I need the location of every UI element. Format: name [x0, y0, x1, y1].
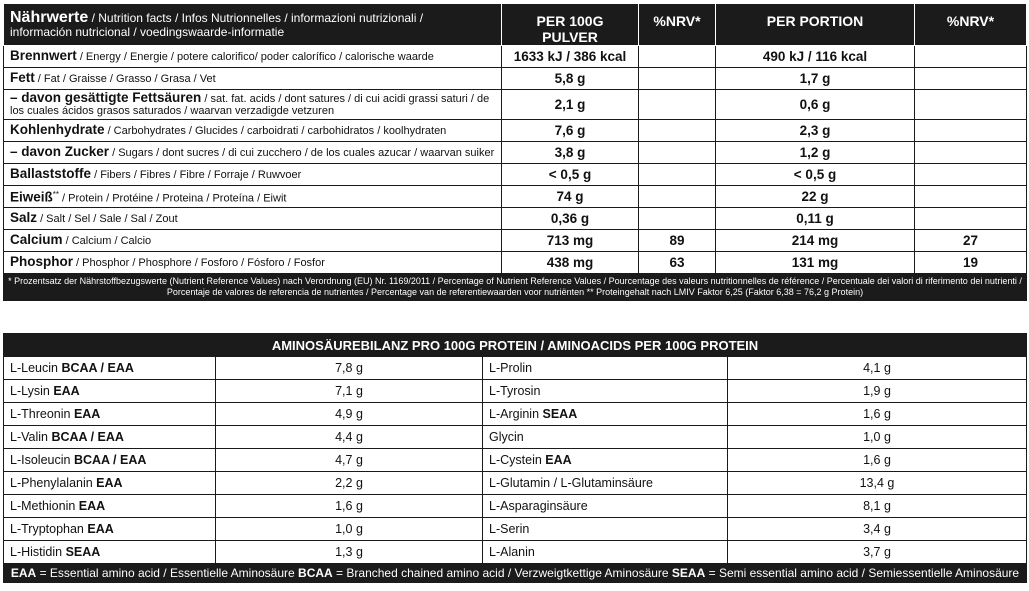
- legend-bcaa: BCAA: [298, 566, 333, 580]
- nutrient-label: [4, 46, 502, 68]
- amino-acid-name: Glycin: [489, 430, 524, 444]
- amino-row: [4, 495, 1027, 518]
- nutrient-translations: / Fibers / Fibres / Fibre / Forraje / Ruwvoer: [91, 169, 302, 181]
- amino-acid-name: L-Tryptophan: [10, 522, 88, 536]
- nutrient-label: [4, 186, 502, 208]
- nutrient-name: Salz: [10, 210, 38, 225]
- amino-left-name: [4, 380, 216, 403]
- nutrition-body: [4, 46, 1027, 274]
- value-per-100g: 713 mg: [502, 230, 639, 252]
- nutrition-footnote: * Prozentsatz der Nährstoffbezugswerte (Nutrient Reference Values) nach Verordnung (EU) Nr. 1169/2011 / Percentage of Nutrient Reference Values / Pourcentage des valeurs nutritionnelles de référence / Percentuale dei valori di riferimento dei nutrienti / Porcentaje de valores de referencia de nutrientes / Percentage van de referentiewaarden voor nutriënten ** Proteingehalt nach LMIV Faktor 6,25 (Faktor 6,38 = 76,2 g Protein): [4, 274, 1027, 301]
- nrv-per-100g: [639, 164, 716, 186]
- amino-row: [4, 426, 1027, 449]
- amino-title: AMINOSÄUREBILANZ PRO 100G PROTEIN / AMINOACIDS PER 100G PROTEIN: [4, 334, 1027, 357]
- nutrient-translations: / Calcium / Calcio: [62, 235, 152, 247]
- value-per-portion: 0,6 g: [716, 90, 915, 120]
- nrv-per-100g: [639, 208, 716, 230]
- amino-acid-name: L-Tyrosin: [489, 384, 541, 398]
- amino-left-name: [4, 449, 216, 472]
- nutrient-label: [4, 252, 502, 274]
- amino-row: [4, 449, 1027, 472]
- col-per-portion: PER PORTION: [716, 4, 915, 46]
- amino-acid-tag: EAA: [87, 522, 114, 536]
- nutrient-name: Calcium: [10, 232, 63, 247]
- value-per-portion: 0,11 g: [716, 208, 915, 230]
- nutrient-name: Fett: [10, 70, 35, 85]
- nutrition-title: [4, 4, 502, 46]
- amino-left-name: [4, 495, 216, 518]
- nutrient-footnote-marker: **: [52, 189, 59, 199]
- legend-seaa: SEAA: [671, 566, 706, 580]
- amino-acid-name: L-Valin: [10, 430, 52, 444]
- amino-header-row: [4, 334, 1027, 357]
- nrv-per-100g: [639, 186, 716, 208]
- nutrient-row: [4, 90, 1027, 120]
- amino-left-value: 4,7 g: [216, 449, 483, 472]
- nutrient-name: Phosphor: [10, 254, 73, 269]
- nutrient-label: [4, 68, 502, 90]
- amino-acid-tag: EAA: [78, 499, 106, 513]
- nrv-per-100g: [639, 120, 716, 142]
- amino-left-value: 7,8 g: [216, 357, 483, 380]
- amino-acid-tag: BCAA / EAA: [61, 361, 134, 375]
- nrv-per-portion: [915, 142, 1027, 164]
- nrv-per-portion: [915, 90, 1027, 120]
- amino-acid-tag: EAA: [73, 407, 101, 421]
- amino-left-name: [4, 541, 216, 564]
- amino-row: [4, 518, 1027, 541]
- nutrient-translations: / Sugars / dont sucres / di cui zucchero / de los cuales azucar / waarvan suiker: [109, 147, 495, 159]
- nutrition-title-main: Nährwerte: [10, 8, 89, 26]
- amino-acid-tag: EAA: [96, 476, 123, 490]
- nrv-per-100g: 89: [639, 230, 716, 252]
- amino-right-value: 1,9 g: [728, 380, 1027, 403]
- legend-bcaa-text: = Branched chained amino acid / Verzweigtkettige Aminosäure: [332, 566, 672, 580]
- nutrient-translations: / Protein / Protéine / Proteina / Proteína / Eiwit: [59, 192, 287, 205]
- amino-left-name: [4, 518, 216, 541]
- amino-legend: [4, 564, 1027, 583]
- value-per-100g: 5,8 g: [502, 68, 639, 90]
- amino-acid-name: L-Phenylalanin: [10, 476, 97, 490]
- col-per-100g: PER 100G PULVER: [502, 4, 639, 46]
- amino-acid-name: L-Alanin: [489, 545, 535, 559]
- amino-row: [4, 357, 1027, 380]
- amino-right-value: 3,4 g: [728, 518, 1027, 541]
- amino-acid-name: L-Prolin: [489, 361, 533, 375]
- amino-left-name: [4, 426, 216, 449]
- amino-acid-name: L-Methionin: [10, 499, 79, 513]
- value-per-100g: 3,8 g: [502, 142, 639, 164]
- amino-acid-name: L-Lysin: [10, 384, 54, 398]
- amino-right-name: [483, 518, 728, 541]
- nutrient-row: [4, 252, 1027, 274]
- nutrient-name: Brennwert: [10, 48, 77, 63]
- nrv-per-portion: [915, 186, 1027, 208]
- amino-right-name: [483, 472, 728, 495]
- amino-acid-tag: EAA: [53, 384, 80, 398]
- nutrient-label: [4, 90, 502, 120]
- amino-right-value: 1,6 g: [728, 449, 1027, 472]
- amino-right-value: 3,7 g: [728, 541, 1027, 564]
- nutrient-translations: / Carbohydrates / Glucides / carboidrati / carbohidratos / koolhydraten: [104, 125, 447, 137]
- value-per-portion: 22 g: [716, 186, 915, 208]
- amino-acid-name: L-Leucin: [10, 361, 62, 375]
- value-per-portion: 490 kJ / 116 kcal: [716, 46, 915, 68]
- nutrient-translations: / Phosphor / Phosphore / Fosforo / Fósforo / Fosfor: [73, 257, 325, 269]
- amino-left-name: [4, 403, 216, 426]
- nutrient-row: [4, 142, 1027, 164]
- nrv-per-100g: [639, 142, 716, 164]
- amino-acid-tag: SEAA: [542, 407, 578, 421]
- value-per-portion: 1,2 g: [716, 142, 915, 164]
- legend-seaa-text: = Semi essential amino acid / Semiessentielle Aminosäure: [705, 566, 1020, 580]
- amino-acid-name: L-Cystein: [489, 453, 546, 467]
- nrv-per-100g: [639, 68, 716, 90]
- amino-left-value: 1,3 g: [216, 541, 483, 564]
- amino-left-value: 1,6 g: [216, 495, 483, 518]
- nutrient-translations: / Energy / Energie / potere calorifico/ poder calorífico / calorische waarde: [76, 51, 434, 63]
- nutrient-name: Kohlenhydrate: [10, 122, 105, 137]
- value-per-portion: 2,3 g: [716, 120, 915, 142]
- nutrient-label: [4, 120, 502, 142]
- value-per-100g: 2,1 g: [502, 90, 639, 120]
- nutrition-facts-table: [3, 3, 1027, 301]
- nrv-per-100g: [639, 46, 716, 68]
- nutrient-label: [4, 208, 502, 230]
- amino-right-name: [483, 449, 728, 472]
- value-per-portion: < 0,5 g: [716, 164, 915, 186]
- amino-row: [4, 403, 1027, 426]
- nutrition-header-row: [4, 4, 1027, 46]
- amino-acid-table: [3, 333, 1027, 583]
- legend-eaa: EAA: [10, 566, 37, 580]
- amino-right-name: [483, 357, 728, 380]
- nutrition-title-line2: información nutricional / voedingswaarde-informatie: [10, 24, 285, 39]
- amino-acid-name: L-Glutamin / L-Glutaminsäure: [489, 476, 653, 490]
- nrv-per-100g: [639, 90, 716, 120]
- nutrient-translations: / sat. fat. acids / dont satures / di cui acidi grassi saturi / de los cuales ácidos grasos saturados / waarvan verzadigde vetzuren: [10, 93, 490, 117]
- nutrient-name: Ballaststoffe: [10, 166, 92, 181]
- nrv-per-portion: 27: [915, 230, 1027, 252]
- nutrient-row: [4, 186, 1027, 208]
- amino-row: [4, 472, 1027, 495]
- nutrient-row: [4, 120, 1027, 142]
- value-per-100g: 74 g: [502, 186, 639, 208]
- amino-left-value: 2,2 g: [216, 472, 483, 495]
- nutrient-row: [4, 208, 1027, 230]
- amino-acid-name: L-Isoleucin: [10, 453, 74, 467]
- amino-left-name: [4, 357, 216, 380]
- legend-eaa-text: = Essential amino acid / Essentielle Aminosäure: [36, 566, 299, 580]
- value-per-portion: 214 mg: [716, 230, 915, 252]
- amino-left-name: [4, 472, 216, 495]
- value-per-100g: 438 mg: [502, 252, 639, 274]
- nutrient-row: [4, 230, 1027, 252]
- nutrient-translations: / Salt / Sel / Sale / Sal / Zout: [37, 213, 178, 225]
- nutrient-name: Eiweiß: [10, 189, 53, 205]
- amino-left-value: 4,4 g: [216, 426, 483, 449]
- nutrient-row: [4, 164, 1027, 186]
- amino-right-value: 13,4 g: [728, 472, 1027, 495]
- amino-right-name: [483, 541, 728, 564]
- col-nrv-portion: %NRV*: [915, 4, 1027, 46]
- nutrient-name: – davon Zucker: [10, 144, 110, 159]
- amino-left-value: 7,1 g: [216, 380, 483, 403]
- amino-left-value: 4,9 g: [216, 403, 483, 426]
- nutrient-row: [4, 68, 1027, 90]
- nutrient-translations: / Fat / Graisse / Grasso / Grasa / Vet: [34, 73, 216, 85]
- amino-acid-name: L-Asparaginsäure: [489, 499, 588, 513]
- amino-right-name: [483, 495, 728, 518]
- amino-acid-name: L-Histidin: [10, 545, 66, 559]
- col-nrv-100g: %NRV*: [639, 4, 716, 46]
- amino-row: [4, 541, 1027, 564]
- nutrient-label: [4, 230, 502, 252]
- amino-right-value: 4,1 g: [728, 357, 1027, 380]
- amino-left-value: 1,0 g: [216, 518, 483, 541]
- nutrient-label: [4, 142, 502, 164]
- amino-right-name: [483, 380, 728, 403]
- amino-body: [4, 357, 1027, 564]
- amino-right-name: [483, 403, 728, 426]
- value-per-portion: 1,7 g: [716, 68, 915, 90]
- nutrition-title-line1: / Nutrition facts / Infos Nutrionnelles / informazioni nutrizionali /: [88, 10, 424, 25]
- amino-acid-tag: BCAA / EAA: [51, 430, 124, 444]
- amino-acid-name: L-Serin: [489, 522, 530, 536]
- nrv-per-portion: 19: [915, 252, 1027, 274]
- nrv-per-portion: [915, 46, 1027, 68]
- nrv-per-portion: [915, 208, 1027, 230]
- value-per-portion: 131 mg: [716, 252, 915, 274]
- nrv-per-100g: 63: [639, 252, 716, 274]
- amino-right-name: [483, 426, 728, 449]
- amino-right-value: 1,6 g: [728, 403, 1027, 426]
- amino-legend-row: [4, 564, 1027, 583]
- value-per-100g: 0,36 g: [502, 208, 639, 230]
- amino-row: [4, 380, 1027, 403]
- amino-acid-tag: BCAA / EAA: [73, 453, 147, 467]
- nrv-per-portion: [915, 68, 1027, 90]
- nutrient-row: [4, 46, 1027, 68]
- value-per-100g: 1633 kJ / 386 kcal: [502, 46, 639, 68]
- nrv-per-portion: [915, 164, 1027, 186]
- nrv-per-portion: [915, 120, 1027, 142]
- nutrient-name: – davon gesättigte Fettsäuren: [10, 90, 202, 105]
- amino-acid-name: L-Threonin: [10, 407, 74, 421]
- amino-right-value: 1,0 g: [728, 426, 1027, 449]
- nutrition-footnote-row: [4, 274, 1027, 301]
- value-per-100g: < 0,5 g: [502, 164, 639, 186]
- amino-right-value: 8,1 g: [728, 495, 1027, 518]
- value-per-100g: 7,6 g: [502, 120, 639, 142]
- amino-acid-tag: EAA: [545, 453, 572, 467]
- nutrient-label: [4, 164, 502, 186]
- amino-acid-name: L-Arginin: [489, 407, 543, 421]
- amino-acid-tag: SEAA: [65, 545, 101, 559]
